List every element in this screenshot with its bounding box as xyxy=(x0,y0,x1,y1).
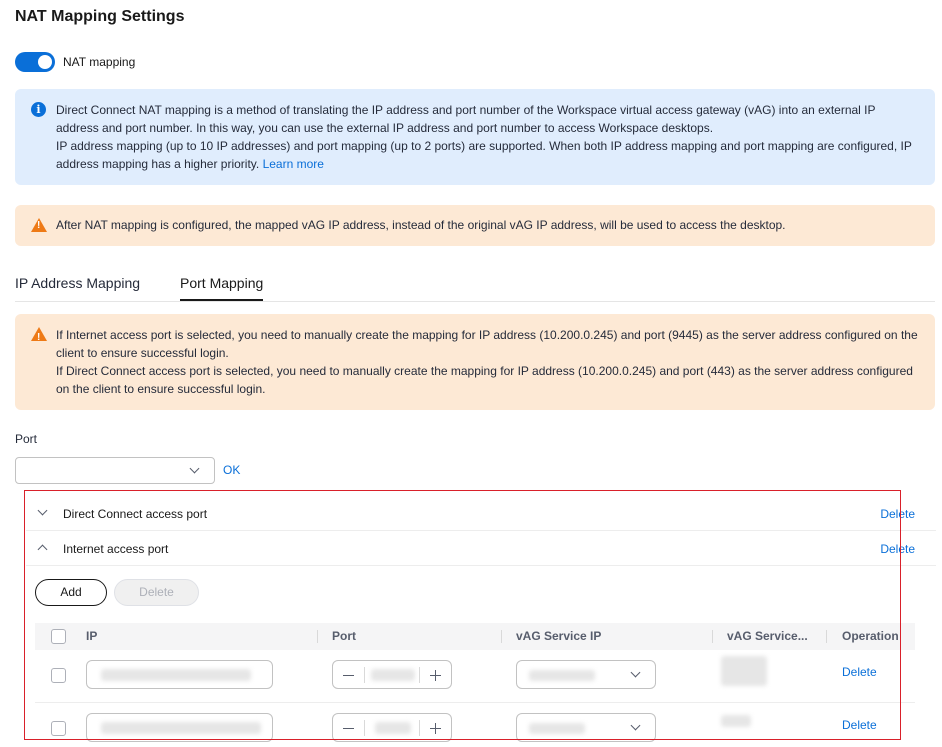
learn-more-link[interactable]: Learn more xyxy=(262,157,324,171)
mapping-tabs xyxy=(15,268,935,302)
info-line-3: IP address mapping (up to 10 IP addresses) and port mapping (up to 2 ports) are supported. When both IP address mapping and port mapping are configured, IP xyxy=(56,139,912,153)
stepper-divider xyxy=(419,720,420,736)
section-label: Internet access port xyxy=(63,542,169,556)
row-checkbox[interactable] xyxy=(51,721,66,736)
warning-alert-nat xyxy=(15,205,935,246)
redacted-value xyxy=(101,722,261,734)
minus-icon[interactable] xyxy=(343,675,354,676)
info-line-4-wrap xyxy=(56,155,919,173)
info-line-4: address mapping has a higher priority. xyxy=(56,157,260,171)
port-select[interactable] xyxy=(15,457,215,484)
ok-button[interactable]: OK xyxy=(223,463,241,477)
chevron-down-icon xyxy=(631,668,641,678)
redacted-value xyxy=(529,670,595,681)
chevron-down-icon xyxy=(190,464,200,474)
redacted-value xyxy=(101,669,251,681)
stepper-divider xyxy=(419,667,420,683)
add-button[interactable]: Add xyxy=(35,579,107,606)
port-warning-line-4: on the client to ensure successful login. xyxy=(56,382,266,396)
table-row xyxy=(35,703,915,747)
warning-alert-port xyxy=(15,314,935,410)
delete-button[interactable]: Delete xyxy=(114,579,199,606)
warning-icon xyxy=(31,218,47,232)
column-header-port: Port xyxy=(332,629,356,643)
chevron-down-icon xyxy=(631,721,641,731)
row-delete-link[interactable]: Delete xyxy=(842,718,877,732)
column-header-ip: IP xyxy=(86,629,98,643)
ip-input[interactable] xyxy=(86,713,273,742)
table-row xyxy=(35,650,915,703)
delete-internet-port[interactable]: Delete xyxy=(880,542,915,556)
redacted-vag-service xyxy=(721,656,767,686)
table-header xyxy=(35,623,915,650)
column-divider xyxy=(501,630,502,643)
nat-mapping-label: NAT mapping xyxy=(63,55,136,69)
column-divider xyxy=(826,630,827,643)
section-internet-port[interactable] xyxy=(26,531,936,566)
ip-input[interactable] xyxy=(86,660,273,689)
toggle-knob xyxy=(38,55,52,69)
plus-icon-stem xyxy=(435,723,436,734)
info-line-2: address and port number. In this way, you can use the external IP address and port number to access Workspace desktops. xyxy=(56,121,714,135)
tab-ip-address-mapping[interactable]: IP Address Mapping xyxy=(15,275,141,291)
section-label: Direct Connect access port xyxy=(63,507,208,521)
port-label: Port xyxy=(15,432,38,446)
column-header-operation: Operation xyxy=(842,629,899,643)
plus-icon-stem xyxy=(435,670,436,681)
row-checkbox[interactable] xyxy=(51,668,66,683)
chevron-up-icon xyxy=(38,545,48,555)
column-divider xyxy=(317,630,318,643)
nat-mapping-toggle[interactable] xyxy=(15,52,55,72)
column-header-vag-service-ip: vAG Service IP xyxy=(516,629,602,643)
select-all-checkbox[interactable] xyxy=(51,629,66,644)
page-title: NAT Mapping Settings xyxy=(15,8,185,25)
redacted-value xyxy=(529,723,585,734)
port-warning-line-2: client to ensure successful login. xyxy=(56,346,229,360)
tab-port-mapping[interactable]: Port Mapping xyxy=(180,275,263,301)
chevron-down-icon xyxy=(38,506,48,516)
info-alert xyxy=(15,89,935,185)
port-warning-line-1: If Internet access port is selected, you need to manually create the mapping for IP address (10.200.0.245) and port (9445) as the server address configured on the xyxy=(56,328,918,342)
column-divider xyxy=(712,630,713,643)
nat-mapping-toggle-row xyxy=(15,52,135,72)
vag-service-ip-select[interactable] xyxy=(516,713,656,742)
column-header-vag-service: vAG Service... xyxy=(727,629,808,643)
port-warning-line-3: If Direct Connect access port is selected, you need to manually create the mapping for IP address (10.200.0.245) and port (443) as the server address configured xyxy=(56,364,913,378)
warning-text: After NAT mapping is configured, the mapped vAG IP address, instead of the original vAG IP address, will be used to access the desktop. xyxy=(56,218,786,232)
info-line-1: Direct Connect NAT mapping is a method of translating the IP address and port number of the Workspace virtual access gateway (vAG) into an external IP xyxy=(56,103,876,117)
stepper-divider xyxy=(364,667,365,683)
minus-icon[interactable] xyxy=(343,728,354,729)
port-stepper[interactable] xyxy=(332,713,452,742)
info-icon: i xyxy=(31,102,46,117)
delete-direct-connect-port[interactable]: Delete xyxy=(880,507,915,521)
section-direct-connect-port[interactable] xyxy=(26,496,936,531)
vag-service-ip-select[interactable] xyxy=(516,660,656,689)
redacted-value xyxy=(371,669,415,681)
row-delete-link[interactable]: Delete xyxy=(842,665,877,679)
warning-icon xyxy=(31,327,47,341)
redacted-value xyxy=(375,722,411,734)
port-stepper[interactable] xyxy=(332,660,452,689)
redacted-vag-service xyxy=(721,715,751,727)
stepper-divider xyxy=(364,720,365,736)
